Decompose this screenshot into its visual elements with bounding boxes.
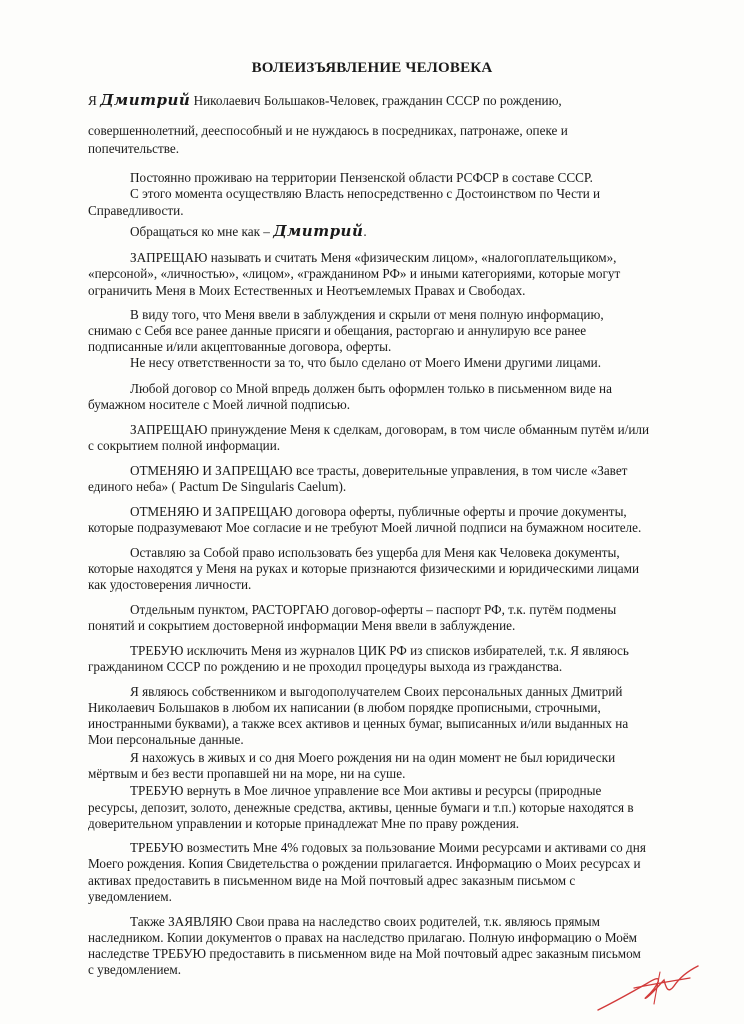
intro-post: Николаевич Большаков-Человек, гражданин СССР по рождению, (190, 93, 562, 108)
text-line: Моего рождения. Копия Свидетельства о рождении прилагается. Информацию о Моих ресурсах и (88, 856, 641, 871)
text-line: гражданином СССР по рождению и не проходил процедуры выхода из гражданства. (88, 659, 563, 674)
intro-line (88, 92, 562, 109)
text-line: Отдельным пунктом, РАСТОРГАЮ договор-оферты – паспорт РФ, т.к. путём подмены (130, 602, 617, 617)
text-line: снимаю с Себя все ранее данные присяги и обещания, расторгаю и аннулирую все ранее (88, 323, 587, 338)
text-line: как удостоверения личности. (88, 577, 252, 592)
address-line (130, 223, 367, 240)
text-line: Оставляю за Собой право использовать без ущерба для Меня как Человека документы, (130, 545, 620, 560)
text-line: доверительном управлении и которые принадлежат Мне по праву рождения. (88, 816, 520, 831)
text-line: Справедливости. (88, 203, 184, 218)
text-line: наследстве ТРЕБУЮ предоставить в письменном виде на Мой почтовый адрес заказным письмом (88, 946, 641, 961)
text-line: Николаевич Большаков в любом их написании (в любом порядке прописными, строчными, (88, 700, 601, 715)
text-line: наследником. Копии документов о правах на наследство прилагаю. Полную информацию о Моём (88, 930, 638, 945)
text-line: Я являюсь собственником и выгодополучателем Своих персональных данных Дмитрий (130, 684, 623, 699)
text-line: Постоянно проживаю на территории Пензенской области РСФСР в составе СССР. (130, 170, 593, 185)
text-line: активах предоставить в письменном виде на Мой почтовый адрес заказным письмом с (88, 873, 576, 888)
text-line: с сокрытием полной информации. (88, 438, 281, 453)
text-line: бумажном носителе с Моей личной подписью. (88, 397, 351, 412)
address-pre: Обращаться ко мне как – (130, 224, 274, 239)
signature-icon (594, 958, 714, 1018)
text-line: ЗАПРЕЩАЮ принуждение Меня к сделкам, договорам, в том числе обманным путём и/или (130, 422, 650, 437)
text-line: которые находятся у Меня на руках и которые признаются физическими и юридическими лицами (88, 561, 640, 576)
handwritten-name: Дмитрий (273, 222, 364, 240)
text-line: совершеннолетний, дееспособный и не нуждаюсь в посредниках, патронаже, опеке и (88, 123, 568, 138)
text-line: ограничить Меня в Моих Естественных и Неотъемлемых Правах и Свободах. (88, 283, 526, 298)
text-line: попечительстве. (88, 141, 180, 156)
text-line: В виду того, что Меня ввели в заблуждения и скрыли от меня полную информацию, (130, 307, 604, 322)
text-line: уведомлением. (88, 889, 172, 904)
text-line: понятий и сокрытием достоверной информации Меня ввели в заблуждение. (88, 618, 516, 633)
text-line: ТРЕБУЮ исключить Меня из журналов ЦИК РФ из списков избирателей, т.к. Я являюсь (130, 643, 629, 658)
text-line: ЗАПРЕЩАЮ называть и считать Меня «физическим лицом», «налогоплательщиком», (130, 250, 617, 265)
text-line: Любой договор со Мной впредь должен быть оформлен только в письменном виде на (130, 381, 612, 396)
text-line: Я нахожусь в живых и со дня Моего рождения ни на один момент не был юридически (130, 750, 616, 765)
text-line: ТРЕБУЮ возместить Мне 4% годовых за пользование Моими ресурсами и активами со дня (130, 840, 646, 855)
intro-pre: Я (88, 93, 101, 108)
text-line: единого неба» ( Pactum De Singularis Caelum). (88, 479, 347, 494)
text-line: которые подразумевают Мое согласие и не требуют Моей личной подписи на бумажном носителе. (88, 520, 642, 535)
document-title: ВОЛЕИЗЪЯВЛЕНИЕ ЧЕЛОВЕКА (251, 60, 493, 76)
text-line: ресурсы, депозит, золото, денежные средства, активы, ценные бумаги и т.п.) которые находятся в (88, 800, 634, 815)
text-line: Также ЗАЯВЛЯЮ Свои права на наследство своих родителей, т.к. являюсь прямым (130, 914, 600, 929)
text-line-cut: с уведомлением. (88, 962, 182, 977)
text-line: Мои персональные данные. (88, 732, 244, 747)
text-line: С этого момента осуществляю Власть непосредственно с Достоинством по Чести и (130, 186, 601, 201)
text-line: Не несу ответственности за то, что было сделано от Моего Имени другими лицами. (130, 355, 602, 370)
text-line: подписанные и/или акцептованные договора, оферты. (88, 339, 392, 354)
text-line: ОТМЕНЯЮ И ЗАПРЕЩАЮ все трасты, доверительные управления, в том числе «Завет (130, 463, 628, 478)
handwritten-name: Дмитрий (100, 91, 191, 109)
text-line: ОТМЕНЯЮ И ЗАПРЕЩАЮ договора оферты, публичные оферты и прочие документы, (130, 504, 627, 519)
address-post: . (363, 224, 367, 239)
text-line: мёртвым и без вести пропавшей ни на море, ни на суше. (88, 766, 406, 781)
text-line: «персоной», «личностью», «лицом», «гражданином РФ» и иными категориями, которые могут (88, 266, 621, 281)
text-line: иностранными буквами), а также всех активов и ценных бумаг, выписанных и/или выданных на (88, 716, 629, 731)
text-line: ТРЕБУЮ вернуть в Мое личное управление все Мои активы и ресурсы (природные (130, 783, 602, 798)
